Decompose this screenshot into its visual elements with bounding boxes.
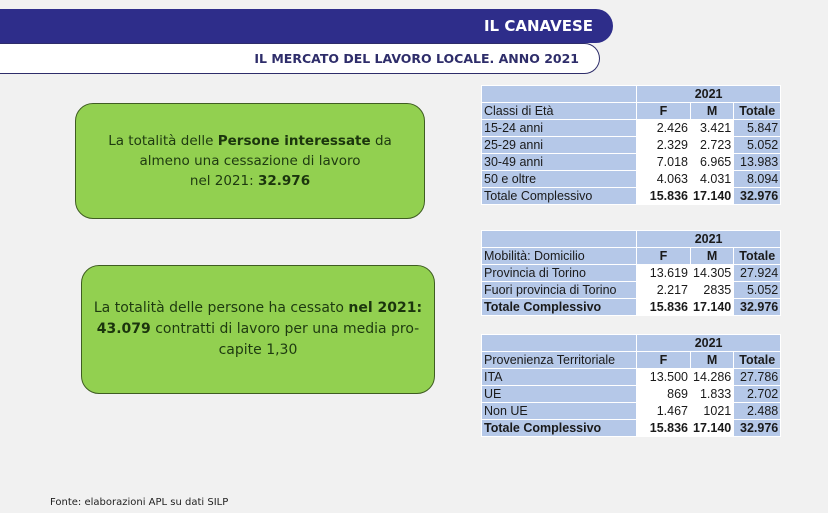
cell-total: 2.488 <box>734 403 781 420</box>
cell-total: 2.702 <box>734 386 781 403</box>
contracts-summary-box <box>81 265 435 394</box>
table-year-row <box>482 86 781 103</box>
row-label: 50 e oltre <box>482 171 637 188</box>
table-year-row <box>482 231 781 248</box>
cell-total: 13.983 <box>734 154 781 171</box>
total-total: 32.976 <box>734 420 781 437</box>
persons-total-value: 32.976 <box>258 173 311 189</box>
total-f: 15.836 <box>637 420 691 437</box>
table-row <box>482 137 781 154</box>
cell-total: 5.052 <box>734 282 781 299</box>
row-label: Non UE <box>482 403 637 420</box>
cell-f: 1.467 <box>637 403 691 420</box>
box1-text: almeno una cessazione di lavoro <box>139 153 361 169</box>
page-subtitle-bar <box>0 43 600 74</box>
column-header-label: Classi di Età <box>482 103 637 120</box>
column-header-f: F <box>637 103 691 120</box>
column-header-total: Totale <box>734 352 781 369</box>
contracts-total-value: 43.079 <box>96 321 151 337</box>
column-header-m: M <box>691 103 734 120</box>
column-header-m: M <box>691 352 734 369</box>
cell-f: 2.329 <box>637 137 691 154</box>
cell-f: 2.426 <box>637 120 691 137</box>
cell-total: 27.786 <box>734 369 781 386</box>
box2-text: capite 1,30 <box>218 342 298 358</box>
table-corner <box>482 335 637 352</box>
age-classes-table <box>481 85 781 205</box>
page-subtitle: IL MERCATO DEL LAVORO LOCALE. ANNO 2021 <box>254 51 579 66</box>
total-row-label: Totale Complessivo <box>482 420 637 437</box>
box2-text: La totalità delle persone ha cessato <box>93 300 349 316</box>
year-header: 2021 <box>637 86 781 103</box>
cell-m: 1021 <box>691 403 734 420</box>
row-label: UE <box>482 386 637 403</box>
persons-summary-box <box>75 103 425 219</box>
box1-text: da <box>370 133 392 149</box>
table-row <box>482 120 781 137</box>
year-header: 2021 <box>637 231 781 248</box>
total-total: 32.976 <box>734 188 781 205</box>
table-header-row <box>482 352 781 369</box>
cell-total: 5.052 <box>734 137 781 154</box>
cell-m: 1.833 <box>691 386 734 403</box>
total-row-label: Totale Complessivo <box>482 188 637 205</box>
total-m: 17.140 <box>691 188 734 205</box>
cell-m: 3.421 <box>691 120 734 137</box>
cell-f: 7.018 <box>637 154 691 171</box>
cell-m: 14.286 <box>691 369 734 386</box>
table-header-row <box>482 103 781 120</box>
cell-m: 14.305 <box>691 265 734 282</box>
row-label: 25-29 anni <box>482 137 637 154</box>
cell-m: 6.965 <box>691 154 734 171</box>
cell-f: 13.619 <box>637 265 691 282</box>
table-row <box>482 171 781 188</box>
table-row <box>482 265 781 282</box>
column-header-f: F <box>637 248 691 265</box>
column-header-label: Mobilità: Domicilio <box>482 248 637 265</box>
total-m: 17.140 <box>691 420 734 437</box>
total-f: 15.836 <box>637 188 691 205</box>
box2-text: contratti di lavoro per una media pro- <box>150 321 420 337</box>
row-label: 15-24 anni <box>482 120 637 137</box>
page-title-bar <box>0 9 613 43</box>
column-header-label: Provenienza Territoriale <box>482 352 637 369</box>
cell-total: 27.924 <box>734 265 781 282</box>
table-row <box>482 369 781 386</box>
year-header: 2021 <box>637 335 781 352</box>
cell-f: 869 <box>637 386 691 403</box>
column-header-m: M <box>691 248 734 265</box>
cell-f: 2.217 <box>637 282 691 299</box>
total-total: 32.976 <box>734 299 781 316</box>
column-header-total: Totale <box>734 103 781 120</box>
column-header-total: Totale <box>734 248 781 265</box>
total-row-label: Totale Complessivo <box>482 299 637 316</box>
mobility-domicile-table <box>481 230 781 316</box>
cell-m: 2.723 <box>691 137 734 154</box>
table-total-row <box>482 420 781 437</box>
column-header-f: F <box>637 352 691 369</box>
box1-text: nel 2021: <box>189 173 258 189</box>
table-header-row <box>482 248 781 265</box>
page-title: IL CANAVESE <box>483 17 593 35</box>
table-row <box>482 282 781 299</box>
source-note: Fonte: elaborazioni APL su dati SILP <box>50 497 229 508</box>
territorial-origin-table <box>481 334 781 437</box>
box1-highlight: Persone interessate <box>217 133 371 149</box>
cell-m: 2835 <box>691 282 734 299</box>
contracts-summary-text <box>94 298 422 361</box>
table-corner <box>482 86 637 103</box>
row-label: Provincia di Torino <box>482 265 637 282</box>
row-label: 30-49 anni <box>482 154 637 171</box>
row-label: ITA <box>482 369 637 386</box>
box2-highlight: nel 2021: <box>348 300 423 316</box>
total-m: 17.140 <box>691 299 734 316</box>
cell-total: 8.094 <box>734 171 781 188</box>
table-total-row <box>482 188 781 205</box>
table-corner <box>482 231 637 248</box>
cell-f: 13.500 <box>637 369 691 386</box>
cell-total: 5.847 <box>734 120 781 137</box>
table-row <box>482 386 781 403</box>
persons-summary-text <box>108 131 392 191</box>
box1-text: La totalità delle <box>108 133 218 149</box>
table-row <box>482 154 781 171</box>
table-total-row <box>482 299 781 316</box>
total-f: 15.836 <box>637 299 691 316</box>
cell-f: 4.063 <box>637 171 691 188</box>
cell-m: 4.031 <box>691 171 734 188</box>
row-label: Fuori provincia di Torino <box>482 282 637 299</box>
table-row <box>482 403 781 420</box>
table-year-row <box>482 335 781 352</box>
